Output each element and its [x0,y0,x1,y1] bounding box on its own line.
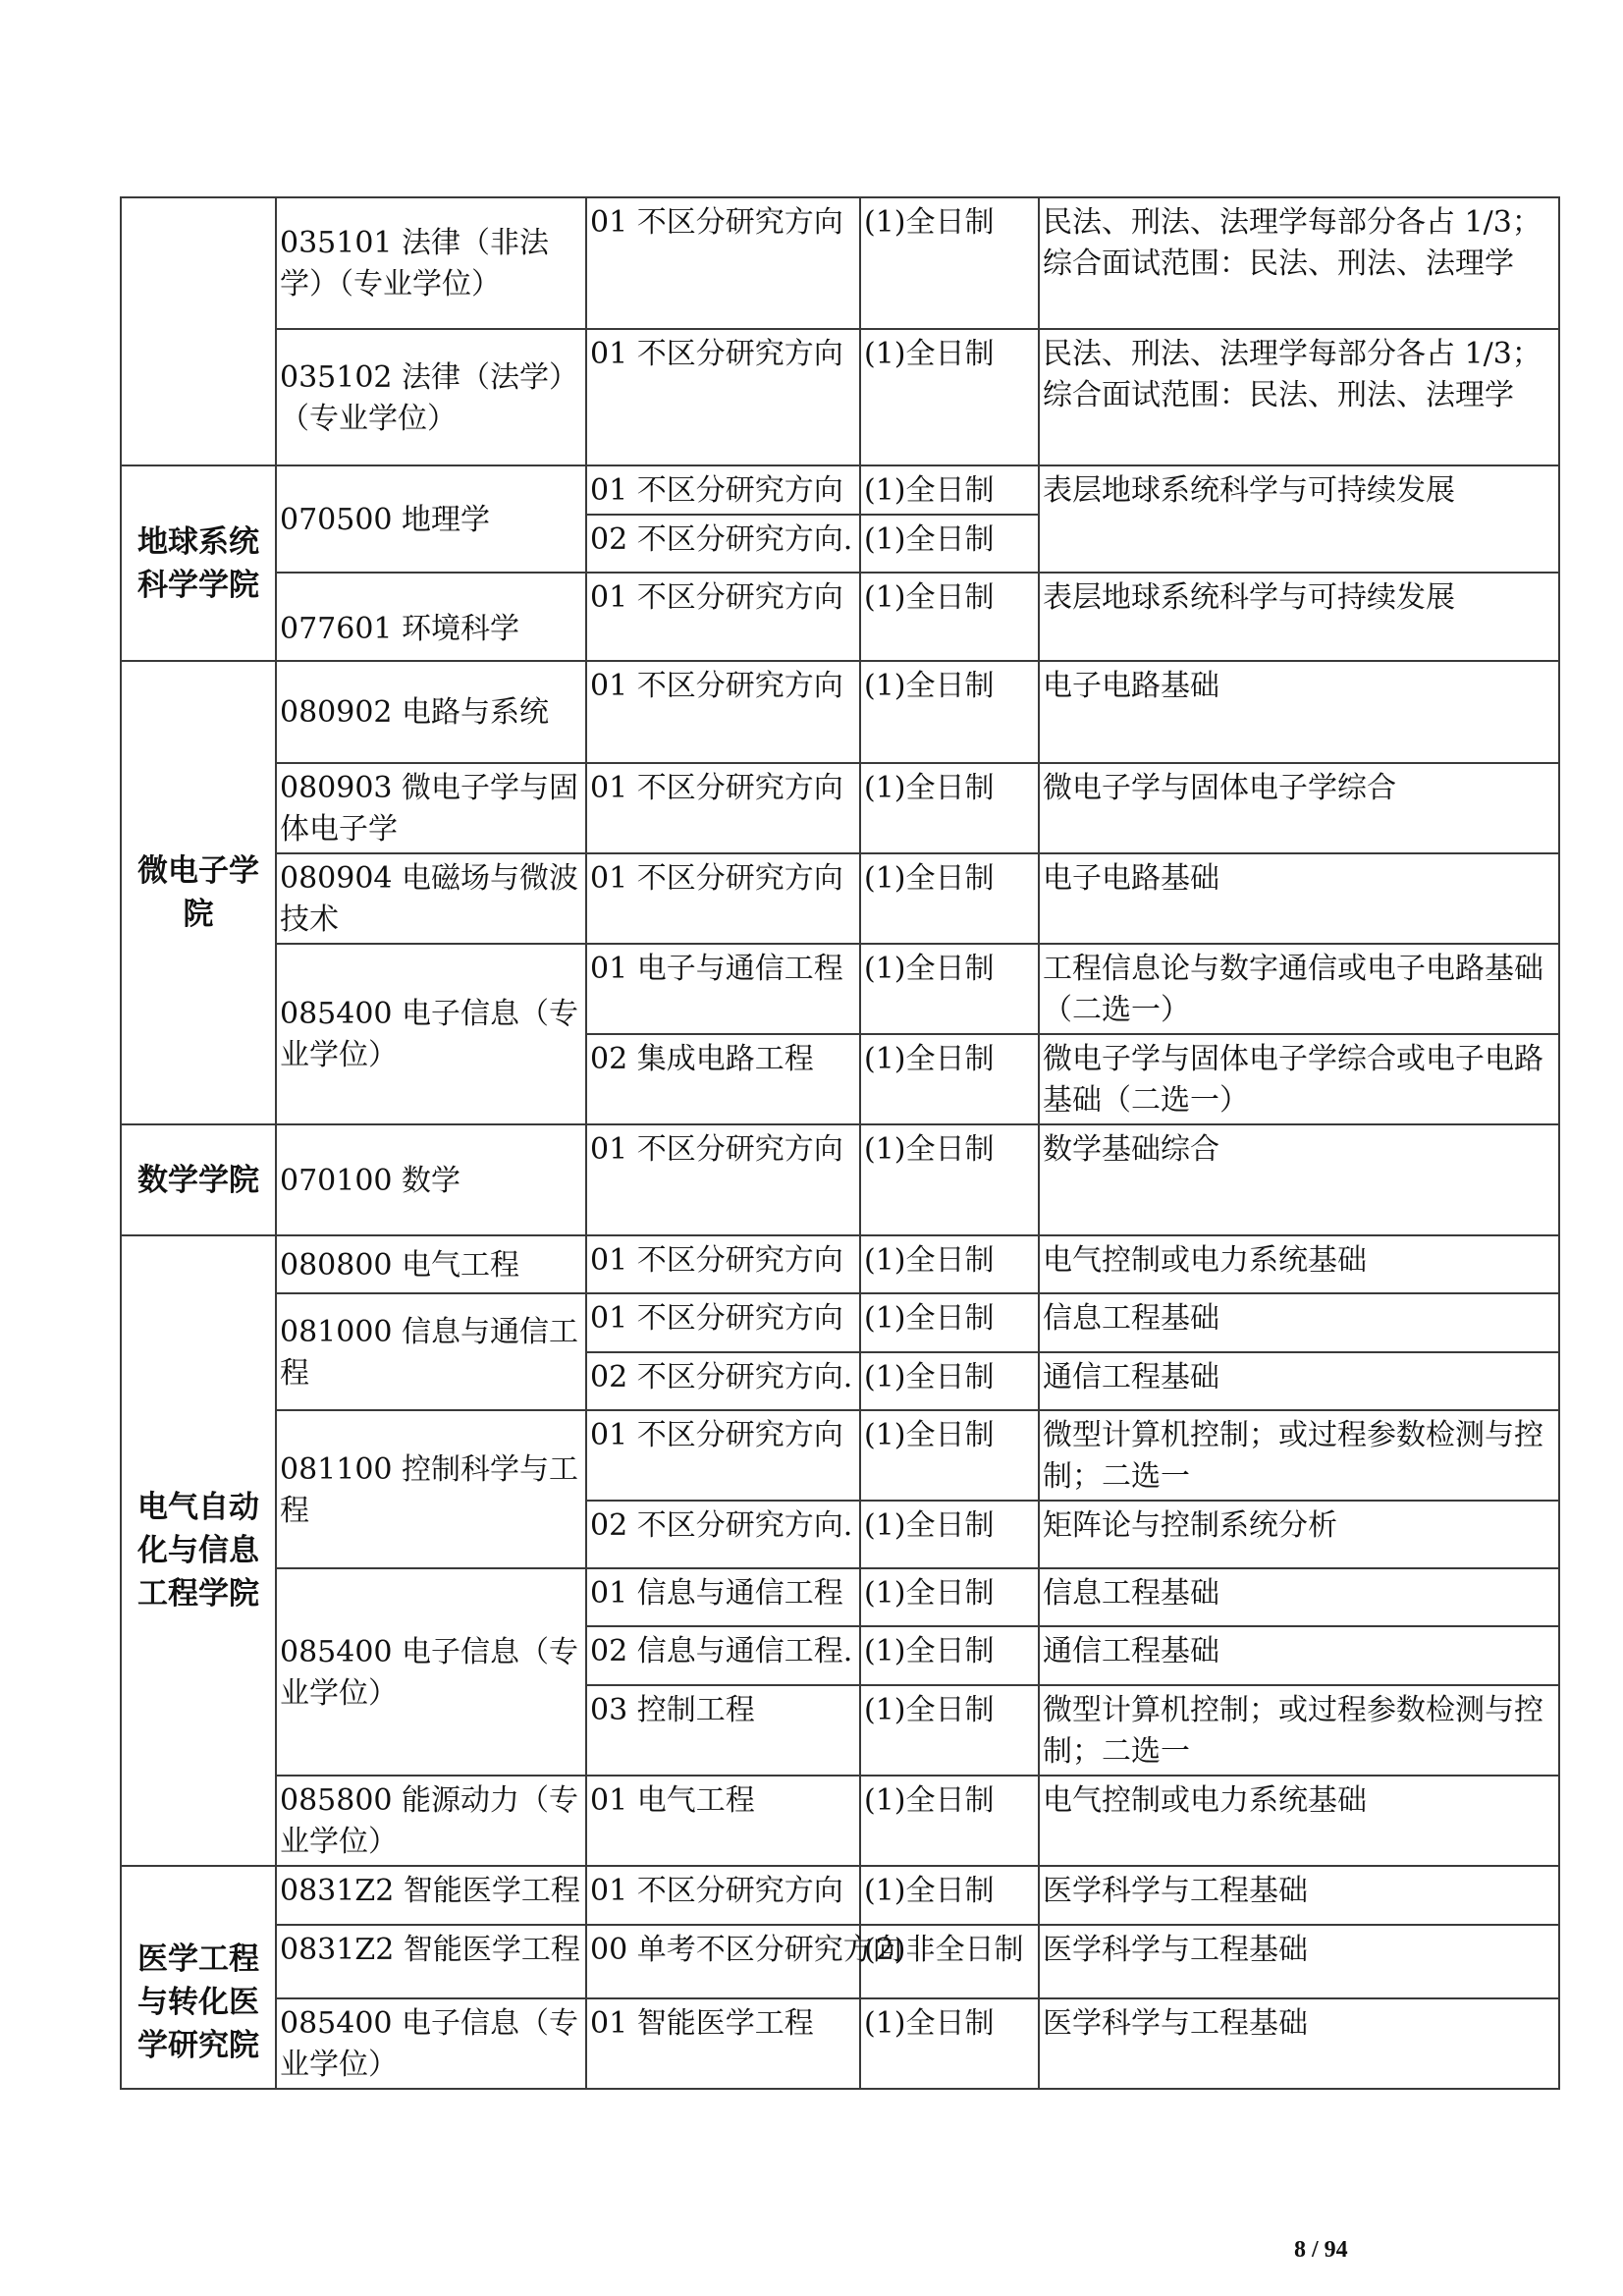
exam-subject-cell: 电气控制或电力系统基础 [1039,1235,1559,1293]
study-mode-cell: (1)全日制 [860,944,1039,1034]
major-cell: 080904 电磁场与微波技术 [276,853,586,944]
table-row [121,465,1559,515]
study-mode-cell: (1)全日制 [860,197,1039,329]
direction-cell: 01 电气工程 [586,1776,860,1866]
exam-subject-cell: 民法、刑法、法理学每部分各占 1/3；综合面试范围：民法、刑法、法理学 [1039,329,1559,465]
college-cell: 地球系统科学学院 [121,465,276,661]
direction-cell: 01 电子与通信工程 [586,944,860,1034]
direction-cell: 02 信息与通信工程. [586,1626,860,1685]
direction-cell: 01 不区分研究方向 [586,661,860,763]
table-row [121,1235,1559,1293]
direction-cell: 01 不区分研究方向 [586,853,860,944]
major-cell: 085800 能源动力（专业学位） [276,1776,586,1866]
table-row [121,661,1559,763]
enrollment-table [120,196,1560,2090]
study-mode-cell: (1)全日制 [860,465,1039,515]
exam-subject-cell: 医学科学与工程基础 [1039,1998,1559,2089]
direction-cell: 02 不区分研究方向. [586,515,860,573]
study-mode-cell: (1)全日制 [860,661,1039,763]
direction-cell: 02 不区分研究方向. [586,1352,860,1410]
table-row [121,1293,1559,1352]
exam-subject-cell: 微型计算机控制；或过程参数检测与控制；二选一 [1039,1685,1559,1776]
college-cell: 电气自动化与信息工程学院 [121,1235,276,1866]
direction-cell: 00 单考不区分研究方向 [586,1925,860,1998]
exam-subject-cell: 电子电路基础 [1039,853,1559,944]
page-number: 8 / 94 [1294,2237,1348,2263]
exam-subject-cell: 工程信息论与数字通信或电子电路基础（二选一） [1039,944,1559,1034]
study-mode-cell: (1)全日制 [860,1626,1039,1685]
major-cell: 070100 数学 [276,1124,586,1235]
direction-cell: 02 集成电路工程 [586,1034,860,1124]
major-cell: 081000 信息与通信工程 [276,1293,586,1410]
table-row [121,1124,1559,1235]
exam-subject-cell: 信息工程基础 [1039,1568,1559,1626]
table-row [121,329,1559,465]
direction-cell: 01 不区分研究方向 [586,573,860,661]
table-row [121,1866,1559,1925]
direction-cell: 01 不区分研究方向 [586,1124,860,1235]
study-mode-cell: (1)全日制 [860,853,1039,944]
major-cell: 081100 控制科学与工程 [276,1410,586,1568]
exam-subject-cell: 信息工程基础 [1039,1293,1559,1352]
study-mode-cell: (1)全日制 [860,1034,1039,1124]
table-row [121,1776,1559,1866]
study-mode-cell: (1)全日制 [860,1293,1039,1352]
exam-subject-cell: 微型计算机控制；或过程参数检测与控制；二选一 [1039,1410,1559,1501]
major-cell: 080902 电路与系统 [276,661,586,763]
major-cell: 077601 环境科学 [276,573,586,661]
major-cell: 0831Z2 智能医学工程 [276,1866,586,1925]
exam-subject-cell: 通信工程基础 [1039,1626,1559,1685]
college-cell: 数学学院 [121,1124,276,1235]
major-cell: 080800 电气工程 [276,1235,586,1293]
major-cell: 0831Z2 智能医学工程 [276,1925,586,1998]
major-cell: 085400 电子信息（专业学位） [276,1998,586,2089]
college-cell: 医学工程与转化医学研究院 [121,1866,276,2089]
major-cell: 035102 法律（法学）（专业学位） [276,329,586,465]
exam-subject-cell: 表层地球系统科学与可持续发展 [1039,465,1559,573]
exam-subject-cell: 电子电路基础 [1039,661,1559,763]
enrollment-table-container [120,196,1558,2090]
exam-subject-cell: 微电子学与固体电子学综合或电子电路基础（二选一） [1039,1034,1559,1124]
study-mode-cell: (1)全日制 [860,1410,1039,1501]
exam-subject-cell: 民法、刑法、法理学每部分各占 1/3；综合面试范围：民法、刑法、法理学 [1039,197,1559,329]
exam-subject-cell: 通信工程基础 [1039,1352,1559,1410]
direction-cell: 02 不区分研究方向. [586,1501,860,1568]
study-mode-cell: (1)全日制 [860,1124,1039,1235]
study-mode-cell: (1)全日制 [860,329,1039,465]
exam-subject-cell: 微电子学与固体电子学综合 [1039,763,1559,853]
study-mode-cell: (1)全日制 [860,1776,1039,1866]
exam-subject-cell: 电气控制或电力系统基础 [1039,1776,1559,1866]
study-mode-cell: (1)全日制 [860,1685,1039,1776]
direction-cell: 01 不区分研究方向 [586,763,860,853]
major-cell: 070500 地理学 [276,465,586,573]
exam-subject-cell: 矩阵论与控制系统分析 [1039,1501,1559,1568]
study-mode-cell: (1)全日制 [860,515,1039,573]
direction-cell: 01 不区分研究方向 [586,1235,860,1293]
study-mode-cell: (1)全日制 [860,1998,1039,2089]
direction-cell: 03 控制工程 [586,1685,860,1776]
table-row [121,1998,1559,2089]
table-row [121,197,1559,329]
study-mode-cell: (1)全日制 [860,1568,1039,1626]
direction-cell: 01 智能医学工程 [586,1998,860,2089]
direction-cell: 01 不区分研究方向 [586,197,860,329]
major-cell: 085400 电子信息（专业学位） [276,944,586,1124]
major-cell: 080903 微电子学与固体电子学 [276,763,586,853]
table-row [121,944,1559,1034]
study-mode-cell: (2)非全日制 [860,1925,1039,1998]
table-row [121,1410,1559,1501]
table-row [121,1925,1559,1998]
table-row [121,853,1559,944]
exam-subject-cell: 医学科学与工程基础 [1039,1925,1559,1998]
direction-cell: 01 信息与通信工程 [586,1568,860,1626]
table-row [121,1568,1559,1626]
major-cell: 085400 电子信息（专业学位） [276,1568,586,1776]
direction-cell: 01 不区分研究方向 [586,465,860,515]
exam-subject-cell: 数学基础综合 [1039,1124,1559,1235]
direction-cell: 01 不区分研究方向 [586,1293,860,1352]
direction-cell: 01 不区分研究方向 [586,1410,860,1501]
table-row [121,763,1559,853]
college-cell [121,197,276,465]
direction-cell: 01 不区分研究方向 [586,329,860,465]
study-mode-cell: (1)全日制 [860,1235,1039,1293]
study-mode-cell: (1)全日制 [860,573,1039,661]
college-cell: 微电子学院 [121,661,276,1124]
study-mode-cell: (1)全日制 [860,763,1039,853]
study-mode-cell: (1)全日制 [860,1352,1039,1410]
study-mode-cell: (1)全日制 [860,1501,1039,1568]
exam-subject-cell: 表层地球系统科学与可持续发展 [1039,573,1559,661]
table-row [121,573,1559,661]
exam-subject-cell: 医学科学与工程基础 [1039,1866,1559,1925]
direction-cell: 01 不区分研究方向 [586,1866,860,1925]
study-mode-cell: (1)全日制 [860,1866,1039,1925]
major-cell: 035101 法律（非法学）（专业学位） [276,197,586,329]
